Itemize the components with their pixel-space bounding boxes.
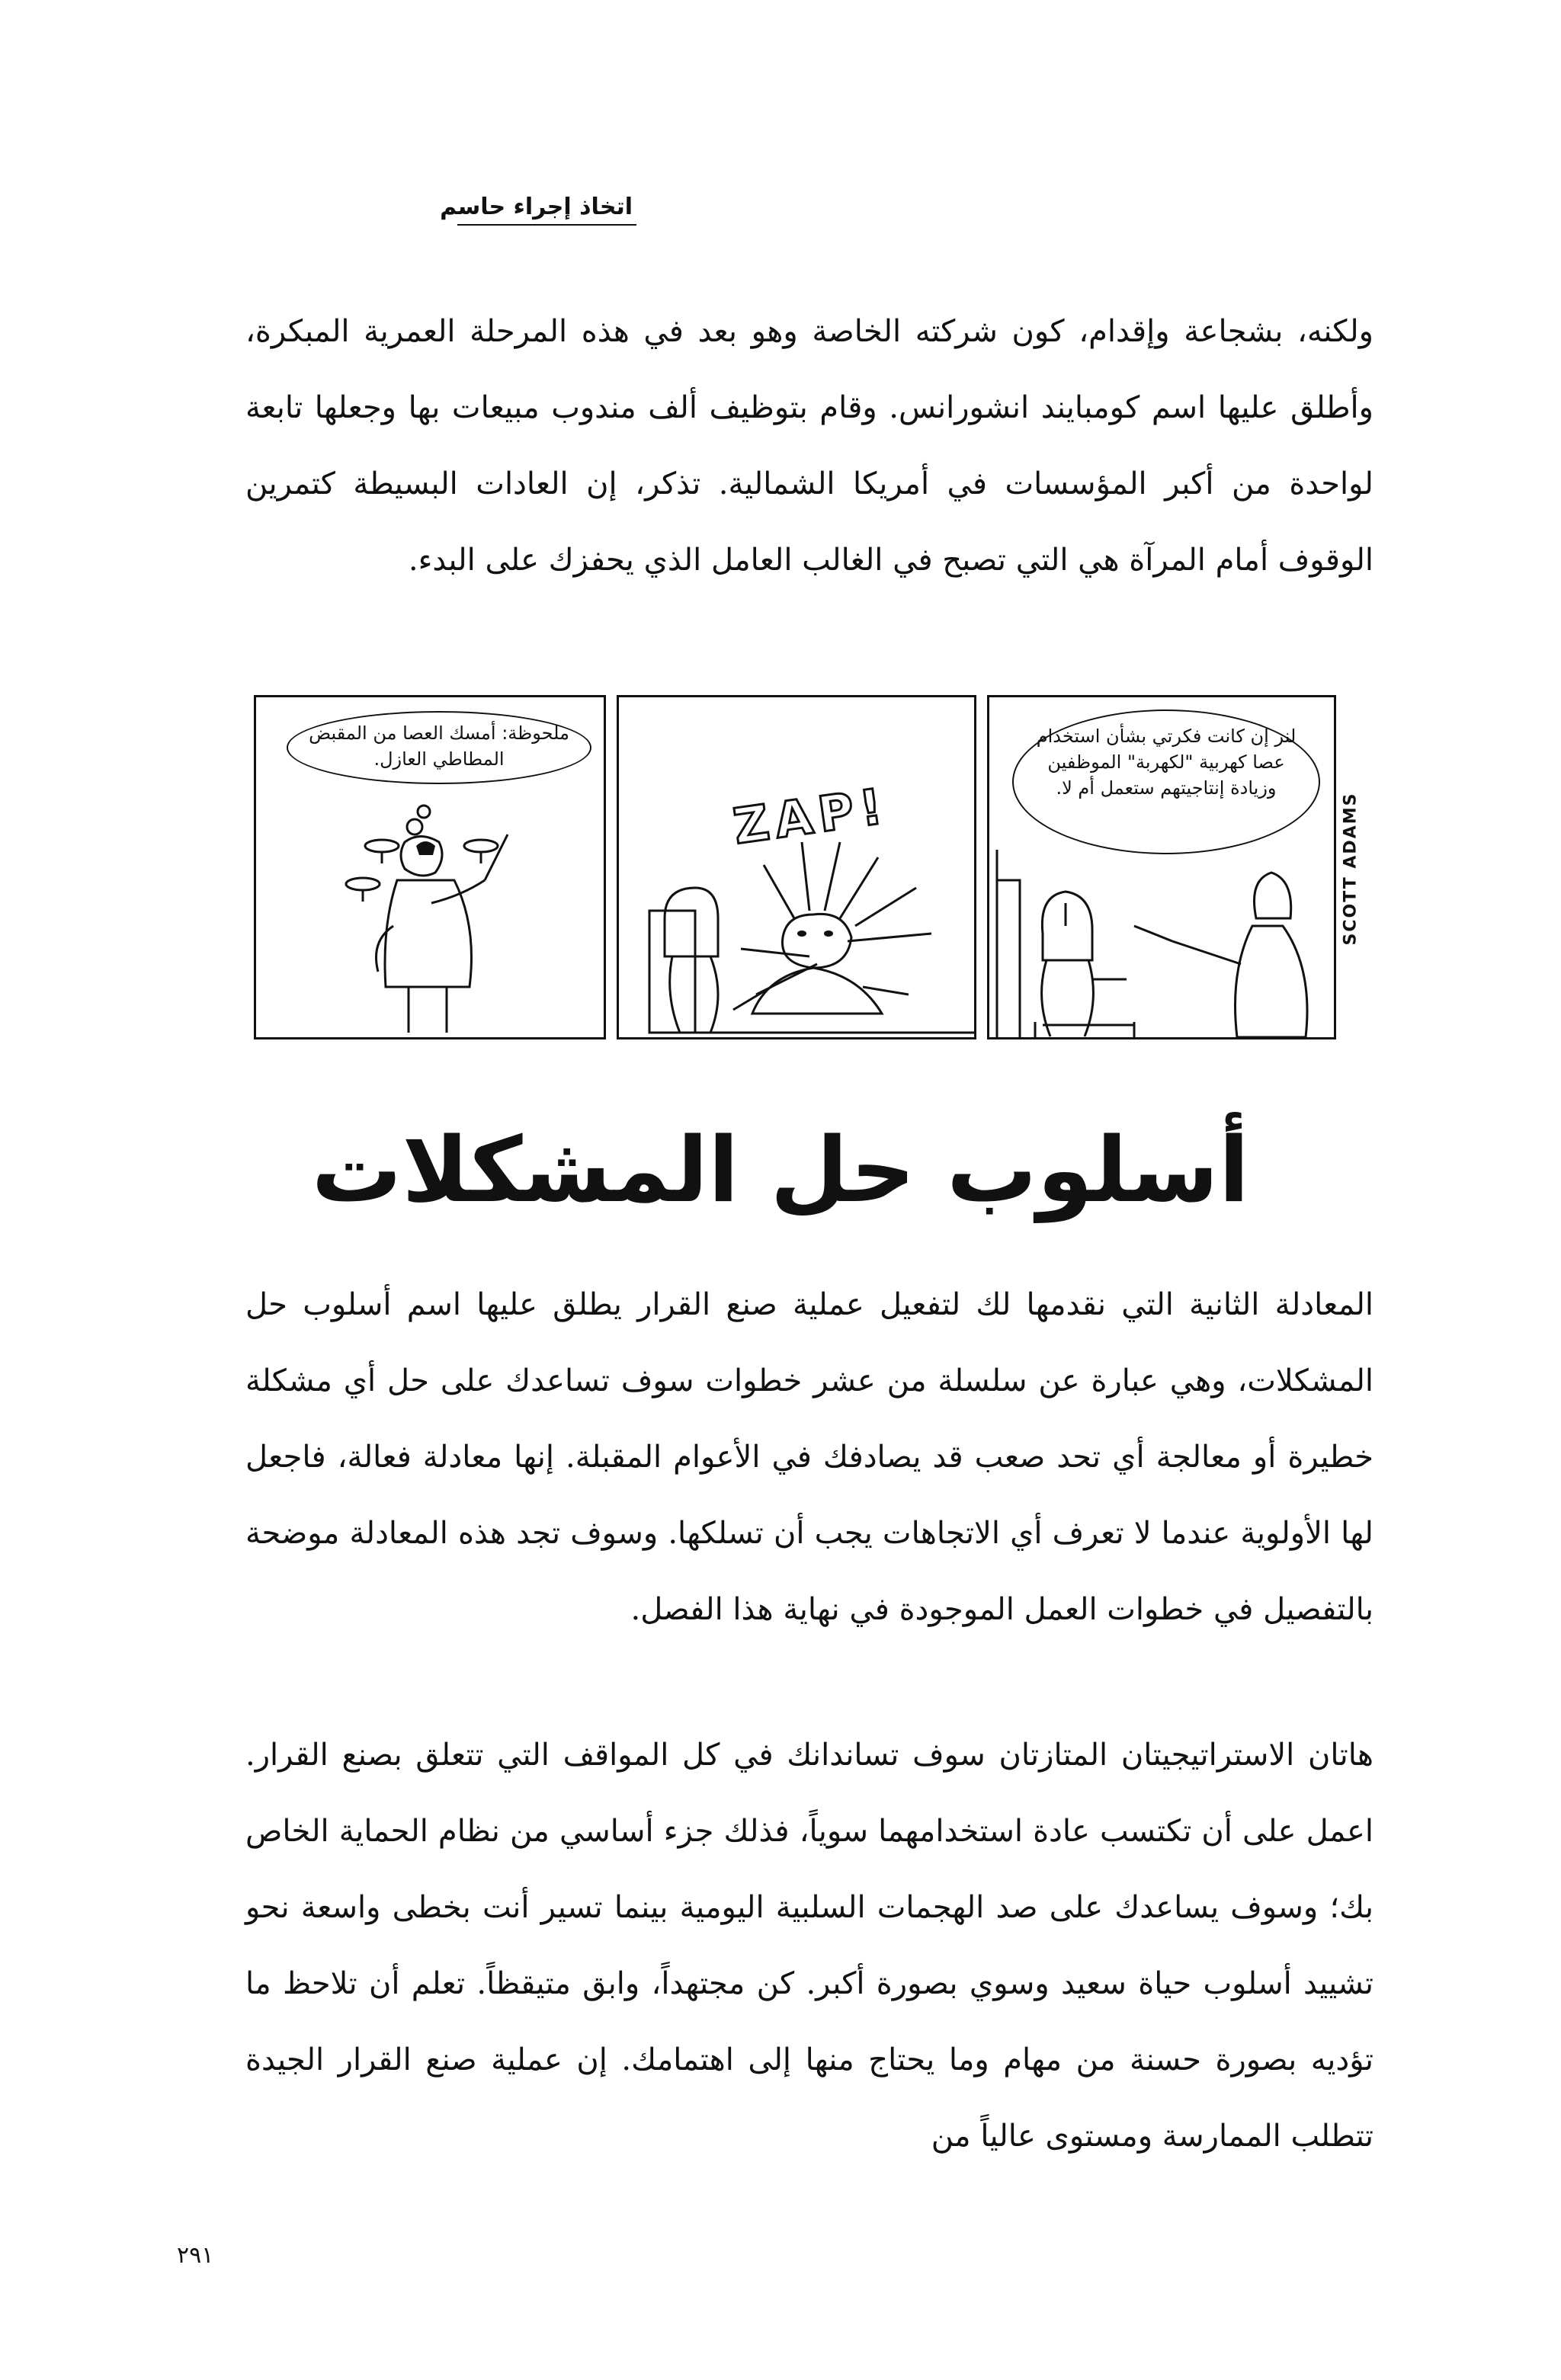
- comic-panel-1: [254, 695, 606, 1039]
- header-divider: [457, 224, 636, 226]
- cartoonist-signature: SCOTT ADAMS: [1341, 792, 1361, 946]
- intro-paragraph: ولكنه، بشجاعة وإقدام، كون شركته الخاصة وهو بعد في هذه المرحلة العمرية المبكرة، وأطلق عليها اسم كومبايند انشورانس. وقام بتوظيف ألف مندوب مبيعات بها وجعلها تابعة لواحدة من أكبر المؤسسات في أمريكا الشمالية. تذكر، إن العادات البسيطة كتمرين الوقوف أمام المرآة هي التي تصبح في الغالب العامل الذي يحفزك على البدء.: [245, 314, 1373, 578]
- panel-3-speech-bubble: لنر إن كانت فكرتي بشأن استخدام عصا كهربية "لكهربة" الموظفين وزيادة إنتاجيتهم ستعمل أم لا.: [1012, 710, 1320, 854]
- electrocuted-dogbert-drawing: [619, 697, 974, 1037]
- panel-1-speech-bubble: ملحوظة: أمسك العصا من المقبض المطاطي العازل.: [287, 711, 591, 784]
- equation-paragraph: المعادلة الثانية التي نقدمها لك لتفعيل عملية صنع القرار يطلق عليها اسم أسلوب حل المشكلات، وهي عبارة عن سلسلة من عشر خطوات سوف تساعدك على حل أي مشكلة خطيرة أو معالجة أي تحد صعب قد يصادفك في الأعوام المقبلة. إنها معادلة فعالة، فاجعل لها الأولوية عندما لا تعرف أي الاتجاهات يجب أن تسلكها. وسوف تجد هذه المعادلة موضحة بالتفصيل في خطوات العمل الموجودة في نهاية هذا الفصل.: [245, 1287, 1373, 1627]
- strategies-paragraph: هاتان الاستراتيجيتان المتازتان سوف تساندانك في كل المواقف التي تتعلق بصنع القرار. اعمل على أن تكتسب عادة استخدامهما سوياً، فذلك جزء أساسي من نظام الحماية الخاص بك؛ وسوف يساعدك على صد الهجمات السلبية اليومية بينما تسير أنت بخطى واسعة نحو تشييد أسلوب حياة سعيد وسوي بصورة أكبر. كن مجتهداً، وابق متيقظاً. تعلم أن تلاحظ ما تؤديه بصورة حسنة من مهام وما يحتاج منها إلى اهتمامك. إن عملية صنع القرار الجيدة تتطلب الممارسة ومستوى عالياً من: [245, 1738, 1373, 2154]
- running-header: اتخاذ إجراء حاسم: [440, 194, 633, 220]
- zap-sound-effect: ZAP!: [729, 778, 893, 856]
- comic-strip: [254, 695, 1367, 1046]
- comic-panel-3: [987, 695, 1336, 1039]
- comic-panel-2: [617, 695, 976, 1039]
- section-heading: أسلوب حل المشكلات: [311, 1117, 1250, 1222]
- page-number: ٢٩١: [177, 2242, 214, 2269]
